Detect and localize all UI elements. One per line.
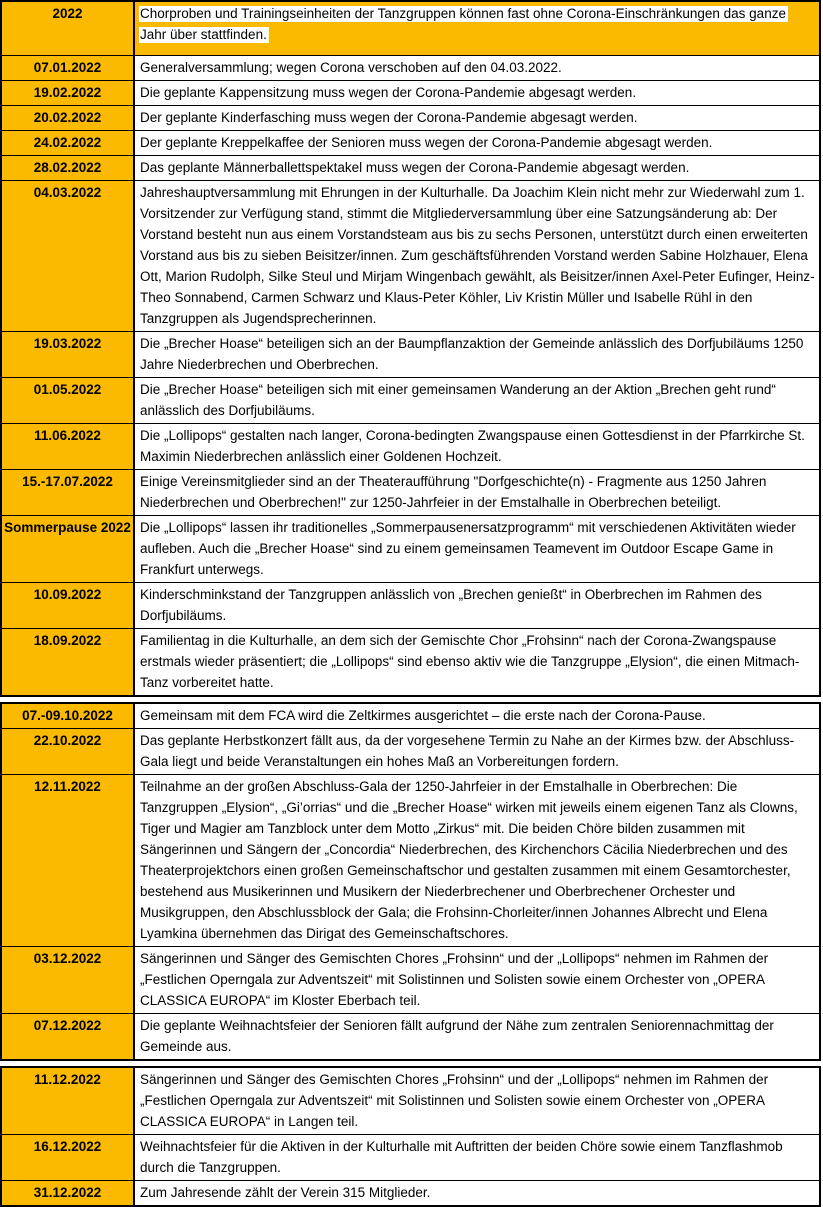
event-text: Sängerinnen und Sänger des Gemischten Chores „Frohsinn“ und der „Lollipops“ nehmen im Rahmen der „Festlichen Operngala zur Adventszeit“ mit Solistinnen und Solisten sowie einem Orchester von „OPERA CLASSICA EUROPA“ im Kloster Eberbach teil. [140,951,769,1008]
event-text: Jahreshauptversammlung mit Ehrungen in der Kulturhalle. Da Joachim Klein nicht mehr zur Wiederwahl zum 1. Vorsitzender zur Verfügung stand, stimmt die Mitgliederversammlung über eine Satzungsänderung ab: Der Vorstand besteht nun aus einem Vorstandsteam aus bis zu sechs Personen, unterstützt durch einen erweiterten Vorstand aus bis zu sieben Beisitzer/innen. Zum geschäftsführenden Vorstand werden Sabine Holzhauer, Elena Ott, Marion Rudolph, Silke Steul und Mirjam Wingenbach gewählt, als Beisitzer/innen Axel-Peter Eufinger, Heinz-Theo Sonnabend, Carmen Schwarz und Klaus-Peter Köhler, Liv Kristin Müller und Isabelle Rühl in den Tanzgruppen als Jugendsprecherinnen. [140,185,815,326]
event-cell [135,1135,819,1180]
event-text: Die „Lollipops“ lassen ihr traditionelles „Sommerpausenersatzprogramm“ mit verschiedenen Aktivitäten wieder aufleben. Auch die „Brecher Hoase“ sind zu einem gemeinsamen Teamevent im Outdoor Escape Game in Frankfurt unterwegs. [140,520,796,577]
date-cell: 07.01.2022 [2,56,135,80]
table-row [2,1013,819,1059]
date-cell: 18.09.2022 [2,629,135,695]
table-row [2,2,819,55]
event-cell [135,629,819,695]
table-row [2,515,819,582]
event-cell [135,775,819,946]
event-text: Kinderschminkstand der Tanzgruppen anlässlich von „Brechen genießt“ in Oberbrechen im Rahmen des Dorfjubiläums. [140,587,762,623]
table-row [2,1134,819,1180]
table-row [2,423,819,469]
event-cell [135,516,819,582]
date-cell: 16.12.2022 [2,1135,135,1180]
event-text: Die geplante Weihnachtsfeier der Senioren fällt aufgrund der Nähe zum zentralen Seniorennachmittag der Gemeinde aus. [140,1018,774,1054]
event-cell [135,583,819,628]
date-cell: 24.02.2022 [2,131,135,155]
table-row [2,377,819,423]
event-text: Das geplante Männerballettspektakel muss wegen der Corona-Pandemie abgesagt werden. [140,160,690,175]
table-row [2,469,819,515]
event-cell [135,332,819,377]
date-cell: 11.12.2022 [2,1068,135,1134]
date-cell: 10.09.2022 [2,583,135,628]
event-text: Generalversammlung; wegen Corona verschoben auf den 04.03.2022. [140,60,562,75]
table-row [2,155,819,180]
date-cell: 28.02.2022 [2,156,135,180]
event-text: Zum Jahresende zählt der Verein 315 Mitglieder. [140,1185,431,1200]
event-cell [135,1014,819,1059]
date-cell: 03.12.2022 [2,947,135,1013]
date-cell: 07.-09.10.2022 [2,704,135,728]
date-cell: 31.12.2022 [2,1181,135,1205]
event-cell [135,1068,819,1134]
table-row [2,628,819,695]
event-text: Teilnahme an der großen Abschluss-Gala der 1250-Jahrfeier in der Emstalhalle in Oberbrechen: Die Tanzgruppen „Elysion“, „Gi’orrias“ und die „Brecher Hoase“ wirken mit jeweils einem eigenen Tanz als Clowns, Tiger und Magier am Tanzblock unter dem Motto „Zirkus“ mit. Die beiden Chöre bilden zusammen mit Sängerinnen und Sängern der „Concordia“ Niederbrechen, des Kirchenchors Cäcilia Niederbrechen und des Theaterprojektchors einen großen Gemeinschaftschor und gestalten zusammen mit einem Gesamtorchester, bestehend aus Musikerinnen und Musikern der Niederbrechener und Oberbrechener Orchester und Musikgruppen, den Abschlussblock der Gala; die Frohsinn-Chorleiter/innen Johannes Albrecht und Elena Lyamkina übernehmen das Dirigat des Gemeinschaftschores. [140,779,798,941]
table-section [0,1066,821,1207]
date-cell: 04.03.2022 [2,181,135,331]
event-cell [135,704,819,728]
event-cell [135,81,819,105]
event-text: Der geplante Kinderfasching muss wegen der Corona-Pandemie abgesagt werden. [140,110,638,125]
table-row [2,774,819,946]
date-cell: 19.03.2022 [2,332,135,377]
event-cell [135,131,819,155]
table-row [2,1180,819,1205]
table-row [2,946,819,1013]
date-cell: 19.02.2022 [2,81,135,105]
table-row [2,331,819,377]
table-row [2,582,819,628]
event-text: Die „Lollipops“ gestalten nach langer, Corona-bedingten Zwangspause einen Gottesdienst in der Pfarrkirche St. Maximin Niederbrechen anlässlich einer Goldenen Hochzeit. [140,428,805,464]
event-text: Chorproben und Trainingseinheiten der Tanzgruppen können fast ohne Corona-Einschränkungen das ganze Jahr über stattfinden. [140,6,786,42]
table-section [0,702,821,1061]
event-cell [135,424,819,469]
event-text: Der geplante Kreppelkaffee der Senioren muss wegen der Corona-Pandemie abgesagt werden. [140,135,713,150]
event-cell [135,156,819,180]
event-text: Die geplante Kappensitzung muss wegen der Corona-Pandemie abgesagt werden. [140,85,637,100]
date-cell: 11.06.2022 [2,424,135,469]
event-cell [135,56,819,80]
event-cell [135,2,819,55]
event-text: Einige Vereinsmitglieder sind an der Theateraufführung "Dorfgeschichte(n) - Fragmente aus 1250 Jahren Niederbrechen und Oberbrechen!" zur 1250-Jahrfeier in der Emstalhalle in Oberbrechen beteiligt. [140,474,767,510]
table-row [2,1068,819,1134]
event-cell [135,1181,819,1205]
table-row [2,704,819,728]
event-text: Sängerinnen und Sänger des Gemischten Chores „Frohsinn“ und der „Lollipops“ nehmen im Rahmen der „Festlichen Operngala zur Adventszeit“ mit Solistinnen und Solisten sowie einem Orchester von „OPERA CLASSICA EUROPA“ in Langen teil. [140,1072,769,1129]
table-row [2,130,819,155]
event-cell [135,729,819,774]
event-text: Gemeinsam mit dem FCA wird die Zeltkirmes ausgerichtet – die erste nach der Corona-Pause. [140,708,706,723]
date-cell: 2022 [2,2,135,55]
event-cell [135,470,819,515]
event-cell [135,378,819,423]
table-row [2,728,819,774]
date-cell: 15.-17.07.2022 [2,470,135,515]
event-cell [135,947,819,1013]
table-row [2,105,819,130]
date-cell: 12.11.2022 [2,775,135,946]
table-row [2,80,819,105]
table-row [2,55,819,80]
date-cell: Sommerpause 2022 [2,516,135,582]
date-cell: 20.02.2022 [2,106,135,130]
event-text: Die „Brecher Hoase“ beteiligen sich mit einer gemeinsamen Wanderung an der Aktion „Brechen geht rund“ anlässlich des Dorfjubiläums. [140,382,776,418]
date-cell: 01.05.2022 [2,378,135,423]
event-text: Die „Brecher Hoase“ beteiligen sich an der Baumpflanzaktion der Gemeinde anlässlich des Dorfjubiläums 1250 Jahre Niederbrechen und Oberbrechen. [140,336,804,372]
table-row [2,180,819,331]
event-text: Das geplante Herbstkonzert fällt aus, da der vorgesehene Termin zu Nahe an der Kirmes bzw. der Abschluss-Gala liegt und beide Veranstaltungen ein hohes Maß an Vorbereitungen fordern. [140,733,795,769]
event-text: Familientag in die Kulturhalle, an dem sich der Gemischte Chor „Frohsinn“ nach der Corona-Zwangspause erstmals wieder präsentiert; die „Lollipops“ sind ebenso aktiv wie die Tanzgruppe „Elysion“, die einen Mitmach-Tanz vorbereitet hatte. [140,633,800,690]
date-cell: 07.12.2022 [2,1014,135,1059]
event-cell [135,106,819,130]
date-cell: 22.10.2022 [2,729,135,774]
event-text: Weihnachtsfeier für die Aktiven in der Kulturhalle mit Auftritten der beiden Chöre sowie einem Tanzflashmob durch die Tanzgruppen. [140,1139,783,1175]
event-cell [135,181,819,331]
